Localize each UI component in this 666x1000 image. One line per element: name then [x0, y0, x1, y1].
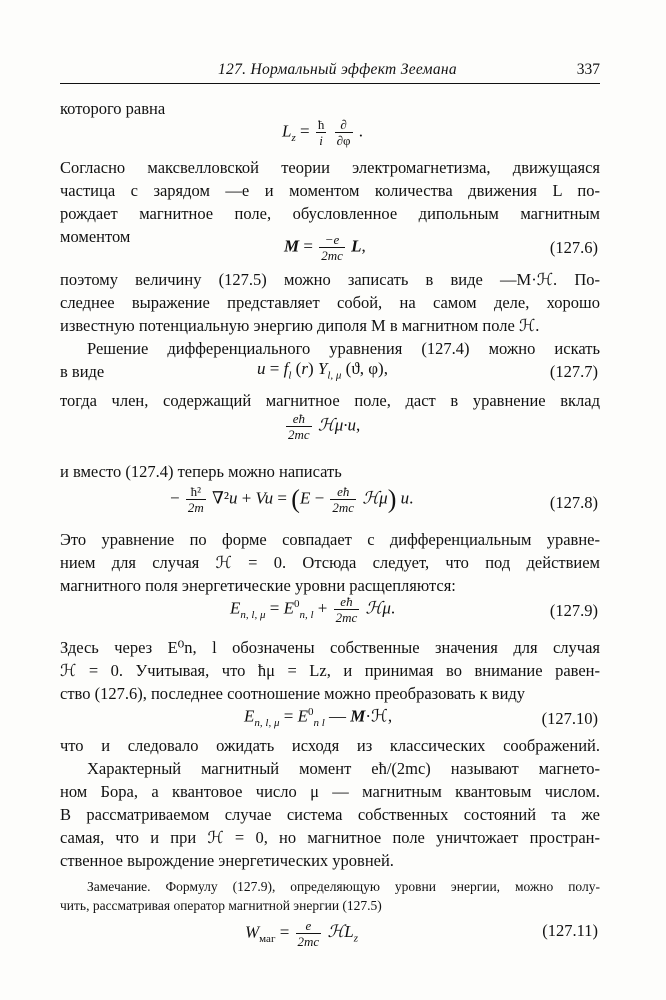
equation-127-9: $E_{n, l, \mu} = E^0_{n, l}$ + $\frac{eħ}{2mc}$ ℋμ. — [230, 594, 396, 625]
equation-lz: $L_z$ = $\frac{ħ}{i}$ $\frac{\partial}{\partial\varphi}$ . — [282, 117, 364, 148]
running-header — [60, 55, 600, 84]
text-line: Характерный магнитный момент eħ/(2mc) называют магнето- — [87, 759, 600, 778]
text-line: В рассматриваемом случае система собственных состояний та же — [60, 805, 600, 824]
text-line: ℋ = 0. Учитывая, что ħμ = Lz, и принимая во внимание равен- — [60, 661, 600, 680]
equation-127-7: $u = f_l$ (r) $Y_{l, \mu}$ (ϑ, φ), — [257, 359, 388, 382]
text-line: Это уравнение по форме совпадает с дифференциальным уравне- — [60, 530, 600, 549]
eq-lz-text — [0, 0, 1, 1]
text-line: рождает магнитное поле, обусловленное дипольным магнитным — [60, 204, 600, 223]
note-line: чить, рассматривая оператор магнитной энергии (127.5) — [60, 898, 382, 913]
equation-number: (127.10) — [541, 709, 598, 728]
equation-number: (127.6) — [549, 238, 598, 257]
text-line: известную потенциальную энергию диполя M в магнитном поле ℋ. — [60, 316, 540, 335]
text-line: ственное вырождение энергетических уровней. — [60, 851, 394, 870]
equation-127-10: $E_{n, l, \mu} = E^0_{n l}$ — M·ℋ, — [244, 706, 393, 730]
text-line: тогда член, содержащий магнитное поле, даст в уравнение вклад — [60, 391, 600, 410]
text-line: ство (127.6), последнее соотношение можно преобразовать к виду — [60, 684, 526, 703]
text-line: поэтому величину (127.5) можно записать в виде —M·ℋ. По- — [60, 270, 600, 289]
text-line: нием для случая ℋ = 0. Отсюда следует, что под действием — [60, 553, 600, 572]
header-title: 127. Нормальный эффект Зеемана — [218, 61, 457, 78]
text-line: Решение дифференциального уравнения (127.4) можно искать — [87, 339, 600, 358]
equation-contribution: $\frac{eħ}{2mc}$ ℋμ·u, — [288, 411, 361, 442]
equation-127-8: − $\frac{\text{ħ²}}{2m}$ ∇²u + Vu = (E − $\frac{eħ}{2mc}$ ℋμ) u. — [170, 484, 414, 515]
page-number: 337 — [576, 61, 600, 78]
equation-number: (127.11) — [542, 921, 598, 940]
text-line: магнитного поля энергетические уровни расщепляются: — [60, 576, 456, 595]
note-line: Замечание. Формулу (127.9), определяющую уровни энергии, можно полу- — [87, 879, 600, 894]
text-line: Здесь через E⁰n, l обозначены собственные значения для случая — [60, 638, 600, 657]
text-line: самая, что и при ℋ = 0, но магнитное поле уничтожает простран- — [60, 828, 600, 847]
equation-127-6: M = $\frac{-e}{2mc}$ L, — [284, 232, 366, 263]
text-line: частица с зарядом —e и моментом количества движения L по- — [60, 181, 600, 200]
equation-number: (127.7) — [549, 362, 598, 381]
text-line: следнее выражение представляет собой, на самом деле, хорошо — [60, 293, 600, 312]
equation-127-11: $W_{маг}$ = $\frac{e}{2mc}$ ℋL$_z$ — [245, 918, 359, 949]
text-line: и вместо (127.4) теперь можно написать — [60, 462, 342, 481]
text-line: моментом — [60, 227, 131, 246]
text-line: в виде — [60, 362, 105, 381]
text-line: что и следовало ожидать исходя из классических соображений. — [60, 736, 600, 755]
text-line: ном Бора, а квантовое число μ — магнитным квантовым числом. — [60, 782, 600, 801]
text-line: Согласно максвелловской теории электромагнетизма, движущаяся — [60, 158, 600, 177]
equation-number: (127.8) — [549, 493, 598, 512]
text-line: которого равна — [60, 99, 166, 118]
equation-number: (127.9) — [549, 601, 598, 620]
